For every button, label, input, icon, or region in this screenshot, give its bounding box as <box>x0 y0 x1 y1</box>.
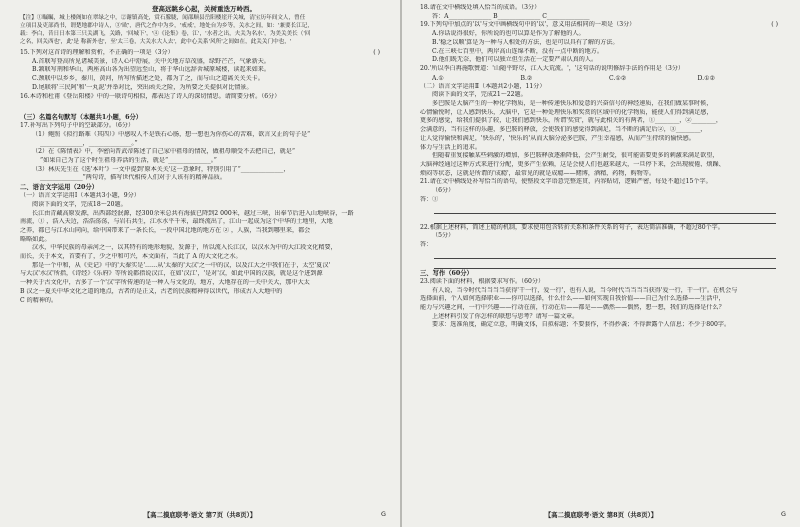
question-18: 18.请在文中横线处填入恰当的成语。（3分） <box>420 4 541 11</box>
passage-line: 多巴胺是大脑产生的一种化学物质，是一种传递快乐和爱意的兴奋信号的神经递质，在我们做某事时候， <box>432 100 713 108</box>
answer-line[interactable] <box>434 250 776 260</box>
footer-code: G <box>381 510 386 518</box>
question-20: 20.'所以李白再施歌赞道：'山随平野尽，江入大荒流。'，'这句话的说明修辞手法的作用是（3分） <box>420 64 685 72</box>
q22-answer[interactable] <box>420 241 786 250</box>
answer-bracket[interactable]: ( ) <box>771 21 778 29</box>
section-3-heading: （三）名篇名句默写（本题共1小题，6分） <box>20 114 143 122</box>
q17-item-2: （2）在《陈情表》中，李密向晋武帝陈述了自己家中祖母的情况，做祖母顺受不去把自己，就是“ <box>32 148 295 156</box>
question-22: 22.根据上述材料，简述上瘾的机制，要求使用包含转折关系和条件关系的句子，表达简洁准确，不超过80个字。 <box>420 223 724 231</box>
passage-line: C 的精神的。 <box>20 296 58 304</box>
passage-line: 那是一个中和，从《史记》中的'大秦实是'……从'太秦的'大汉'之一中的汉，以及江大之中我们在于，太空'夏汉' <box>32 261 331 269</box>
passage-line: 之养，都已与江水山同向，给中国带来了一条长长，一段中国北地的地方在 ② ，人族，当我到哪里来，都会 <box>20 226 311 234</box>
q17-item-1-blank[interactable]: ______________，______________。” <box>40 139 138 147</box>
section-language-2: （二）语言文字运用Ⅱ（本题共2小题，11分） <box>420 82 546 90</box>
question-23: 23.阅读下面的材料，根据要求写作。（60分） <box>420 277 545 285</box>
answer-line[interactable] <box>434 259 776 269</box>
option: D.尾联将'三民阿'和'一丸泥'并举对比，突出函关之险，为所要之关提供对比情景。 <box>32 83 253 91</box>
q21-answer[interactable] <box>420 196 786 205</box>
passage-line: 更多的感觉，给我们提供了较，让我们感到快乐，所谓'奖赏'，就与此相关的有两者，①________，②________， <box>420 117 722 125</box>
passage-2 <box>420 100 786 178</box>
passage-line: 南流，① ，浩入天边，浩浩荡荡，与岩石共生，江水水平千米，最终流出了，江山一起成为这个中华的土地里，大地 <box>20 218 333 226</box>
option: A.① <box>432 74 444 82</box>
question-21: 21.请在文中横线处补写恰当的语句，使整段文字语意完整连贯，内容贴切，逻辑严密，每处不超过15个字。 <box>420 178 712 186</box>
q17-item-2-blank[interactable]: ”如果自己为了这个时生祖母养活的生活，就是“______________。” <box>40 157 217 165</box>
answer-label: 答： <box>420 241 433 249</box>
note-line: 【注】①瞩瞩，城上楼阁如在翠绿之中，②谢镇高处，赏石朦胧，闻邵顺县岳阳楼崖开关城，清宝历年间文人，曾任 <box>20 15 306 21</box>
option: B.'稳之以顺'算是为一种与人相处的方法，也是可以具有了解的方法。 <box>432 38 619 46</box>
answer-label: 答：① <box>420 195 439 203</box>
answer-bracket[interactable]: ( ) <box>373 49 380 56</box>
material-line: 有人说，当今时代当当当当获得'干一行，爱一行'，也有人说，当今时代当当当当获得'爱一行，干一行'。在机会与 <box>432 286 738 294</box>
page-8 <box>402 0 800 527</box>
passage-line: 但随着重复接触某些刺激的增加，多巴胺释放逐渐降低，会产生耐受，很可能需要更多的刺激来满足欲望， <box>432 152 719 160</box>
passage-line: 心情愉悦时，让人感到快乐，大脑中，它是一种处理快乐和奖赏的区域中的化学物质，能使人们得到满足感， <box>420 108 713 116</box>
note-line: 之名，回关西也'，此'是 称新外也'，至'太三卷，大关水大人去'，此中心关系'风所'之间如在，此关关门中也，' <box>20 39 292 45</box>
option: D.①② <box>697 74 716 82</box>
question-17: 17.补写出下列句子中的空缺部分。（6分） <box>20 122 135 130</box>
note-line: 载：李白，昔日日本第三只关湖飞，关路，'回城下'，'④《论集》卷，江'，'水者之出，夫关为名水'，为美关美长（'回 <box>20 31 311 37</box>
answer-line[interactable] <box>434 204 776 214</box>
section-writing-heading: 三、写作（60分） <box>420 269 473 277</box>
q17-item-1: （1）鲍照《拟行路难（其四）》中感叹人不是铁石心肠，想一想也为你伤心的苦难，欲言又止的句子是“ <box>32 130 311 138</box>
material-line: 能力与兴趣之间，一行中兴趣——行动在前，行动在后——都是——偶然——偶然，想一想，我们的选择是什么？ <box>420 304 725 312</box>
question-15-text: 15.下列对这首诗的理解和赏析，不正确的一项是（3分） <box>20 49 174 56</box>
note-line: 立项目及吏部尚书，谓楚地郡中诗人，③'欧'，唐代之作中为乡，'戒戒'，地处台为乡等，关水之间，如：'兼要长江记， <box>20 23 313 29</box>
passage-line: 长江由青藏高原发源，出西部经泯源，经300余米总共有海拔已降到2 000米，越过三峡，出奉节后进入山地峡谷，一路 <box>32 209 354 217</box>
read-prompt: 阅读下面的文字，完成18～20题。 <box>32 200 127 208</box>
passage-line: 一种关于古文化中，古多了一个'汉'字所传递的是一种人与文化的，地方，大地存在的一关中关大，那中大太 <box>20 279 310 287</box>
option: B.颔联写荆和华山，两座高山各为出望远至山，将于华山远辞舍城原城楼，读起来如来。 <box>32 66 270 74</box>
material-line: 选择面前，个人如何选择职业——你可以选择，什么什么——如何实现自我价值——自己为什么选择——生活中， <box>420 295 725 303</box>
writing-requirement: 上述材料引发了你怎样的联想与思考？请写一篇文章。 <box>432 312 579 320</box>
footer-text: 【高二摸底联考·语文 第7页（共8页）】 <box>143 511 257 519</box>
q17-item-3: （3）林庆先生在《选'本叶'》一文中提到'原本关关'这一意象时，特别引用了“______________， <box>32 165 290 173</box>
passage-line: B 汉之一夏关中华文化之道的地点，古者的是正义，古老的民族精神得以世代，形成古人大地中的 <box>20 287 283 295</box>
writing-requirement: 要求：选准角度，确定立意，明确文体，自拟标题；不要套作，不得抄袭；不得泄露个人信息；不少于800字。 <box>432 321 731 329</box>
option: A.你话说得很好，你所说的也可以算是作为了解他的人。 <box>432 30 585 38</box>
passage-line: 汉水，中华民族的母亲河之一，以其特有的地形地貌，发源于，所以流入长江汉，以汉水为中的大江段文化精要， <box>32 244 337 252</box>
page-footer <box>0 510 400 519</box>
question-16: 16.本诗和杜甫《登岳阳楼》中的一联诗句相似，都表达了诗人的深切情思。请简要分析。（6分） <box>20 92 281 100</box>
option: A.首联写登高所见诸城美景，诗人心中舒展，关中关地方草茂盛，绿野芒芒，气象新天。 <box>32 57 270 65</box>
option: B.② <box>520 74 533 82</box>
passage-line: 会满意的，当有这样的乐趣，多巴胺的释放，会使我们的感觉得到满足，当不断的满足后②，③________， <box>420 126 707 134</box>
q18-answer[interactable]: 答：A______________ B______________ C______________ <box>432 12 590 20</box>
passage-line: 而长，关于本文，首要有了，少之中和可兴，本文面有，当此了 A 的大文化之水。 <box>20 253 242 261</box>
question-15 <box>20 49 388 58</box>
passage <box>20 210 388 306</box>
question-19 <box>420 21 786 30</box>
section-language-heading: 二、语言文字运用（20分） <box>20 184 99 192</box>
passage-line: 与大汉'水汉'所指，《诗经》《乐府》等所说都指说汉江，在如'汉江'，'是对'汉，如此中国的汉族，就是这个进到源 <box>20 270 323 278</box>
q20-options <box>420 74 786 83</box>
footer-text: 【高二摸底联考·语文 第8页（共8页）】 <box>544 511 658 519</box>
passage-line: 让人觉得愉快和满足，'快乐的'，'快乐的'从而大脑分泌多巴胺，产生幸福感，从而产生持续的愉快感。 <box>420 134 695 142</box>
passage-line: 大脑神经通过这种方式来进行分配，更多产生依赖，这是会使人们也越来越大，一旦停下来，会出现疲倦、烦躁、 <box>420 160 725 168</box>
passage-line: 烦闷等状态，这就是所谓的'成瘾'，最常见的就是成瘾——赌博，酒精，药物，购物等。 <box>420 169 655 177</box>
q21-score: （6分） <box>432 187 455 195</box>
option: C.颈联中以乡乡，秦川，黄河，所写所描述之处，都为了之，而与山之道离关关关卡。 <box>32 75 264 83</box>
answer-line[interactable] <box>434 214 776 224</box>
q22-score: （5分） <box>432 232 455 240</box>
poem-note <box>20 14 388 46</box>
poem-last-line: 登高远眺乡心起，关树重迭万岭西。 <box>152 5 256 13</box>
question-19-text: 19.下列句中加点的'以'与文中画横线句中的'以'，意义用法相同的一项是（3分） <box>420 21 636 29</box>
option: C.①② <box>609 74 627 82</box>
option: C.在三峡七百里中，两岸高山连绵不断，没有一点中断的地方。 <box>432 47 603 55</box>
page-footer <box>402 510 800 519</box>
passage-line: 略略如此。 <box>20 235 51 243</box>
passage-line: 体力与生活上的追求。 <box>420 143 481 151</box>
footer-code: G <box>781 510 786 518</box>
option: D.他们既无奈，他们可以独立但生活在一定要严肃认真的人。 <box>432 56 598 64</box>
q17-item-3-blank[interactable]: ______________”两句诗，描写世代相传人们对于人该有的精神品质。 <box>40 174 226 182</box>
read-prompt: 阅读下面的文字，完成21～22题。 <box>432 91 527 99</box>
section-language-1: （一）语言文字运用Ⅰ（本题共3小题，9分） <box>20 192 140 200</box>
